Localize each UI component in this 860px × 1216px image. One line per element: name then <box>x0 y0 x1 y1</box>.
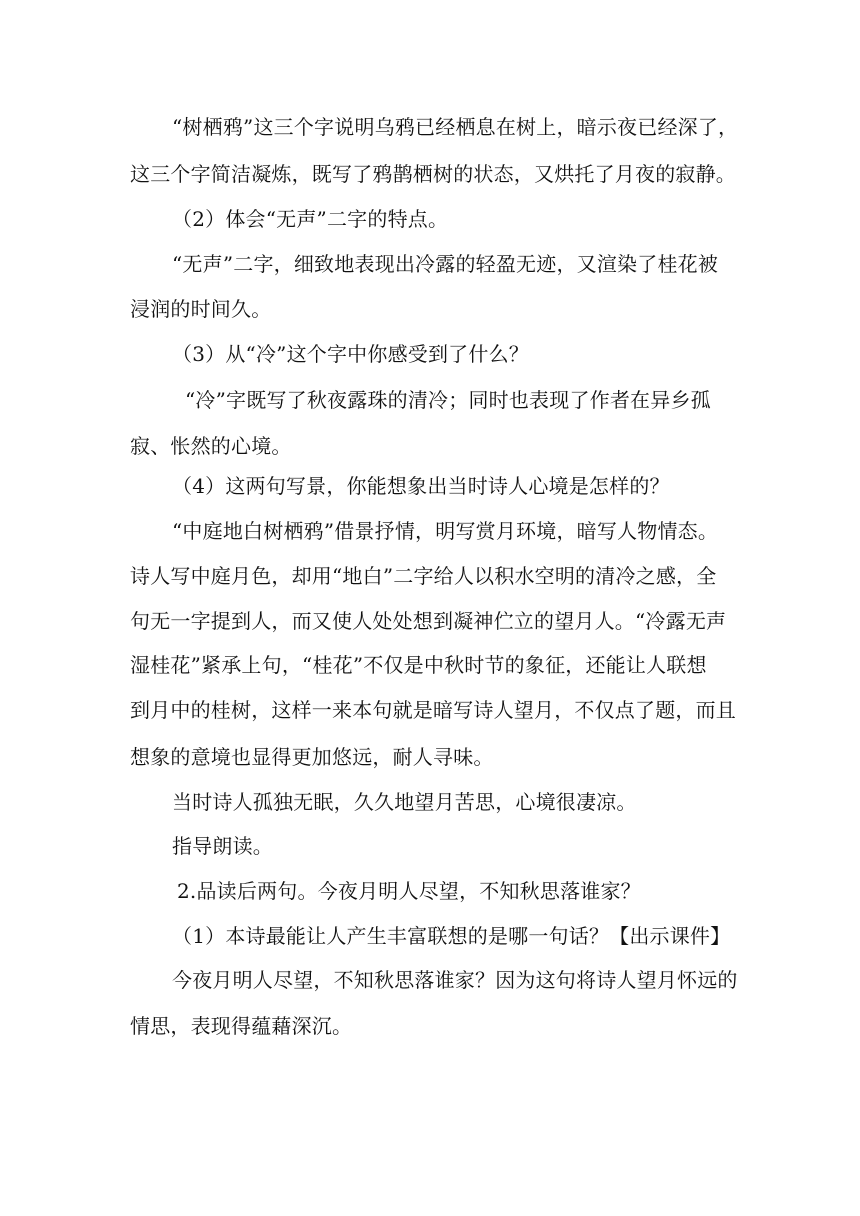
paragraph-line: 到月中的桂树，这样一来本句就是暗写诗人望月，不仅点了题，而且 <box>130 698 736 722</box>
paragraph-line: 当时诗人孤独无眠，久久地望月苦思，心境很凄凉。 <box>172 790 637 814</box>
paragraph-line: 想象的意境也显得更加悠远，耐人寻味。 <box>130 745 494 769</box>
paragraph-line: “中庭地白树栖鸦”借景抒情，明写赏月环境，暗写人物情态。 <box>172 519 719 543</box>
paragraph-line: 湿桂花”紧承上句，“桂花”不仅是中秋时节的象征，还能让人联想 <box>130 653 707 677</box>
paragraph-line: 寂、怅然的心境。 <box>130 434 292 458</box>
paragraph-line: 情思，表现得蕴藉深沉。 <box>130 1014 353 1038</box>
question-line: （2）体会“无声”二字的特点。 <box>172 207 449 231</box>
paragraph-line: 句无一字提到人，而又使人处处想到凝神伫立的望月人。“冷露无声 <box>130 609 727 633</box>
instruction-line: 指导朗读。 <box>172 834 273 858</box>
paragraph-line: 浸润的时间久。 <box>130 297 272 321</box>
paragraph-line: 诗人写中庭月色，却用“地白”二字给人以积水空明的清冷之感，全 <box>130 564 717 588</box>
question-line: （3）从“冷”这个字中你感受到了什么？ <box>172 342 529 366</box>
paragraph-line: 这三个字简洁凝炼，既写了鸦鹊栖树的状态，又烘托了月夜的寂静。 <box>130 162 736 186</box>
paragraph-line: “树栖鸦”这三个字说明乌鸦已经栖息在树上，暗示夜已经深了， <box>172 115 739 139</box>
paragraph-line: “冷”字既写了秋夜露珠的清冷；同时也表现了作者在异乡孤 <box>185 388 711 412</box>
paragraph-line: 今夜月明人尽望，不知秋思落谁家？因为这句将诗人望月怀远的 <box>172 968 738 992</box>
question-line: （4）这两句写景，你能想象出当时诗人心境是怎样的？ <box>172 474 670 498</box>
question-line: （1）本诗最能让人产生丰富联想的是哪一句话？【出示课件】 <box>172 924 731 948</box>
paragraph-line: “无声”二字，细致地表现出冷露的轻盈无迹，又渲染了桂花被 <box>172 252 719 276</box>
section-heading: 2.品读后两句。今夜月明人尽望，不知秋思落谁家？ <box>177 879 641 903</box>
